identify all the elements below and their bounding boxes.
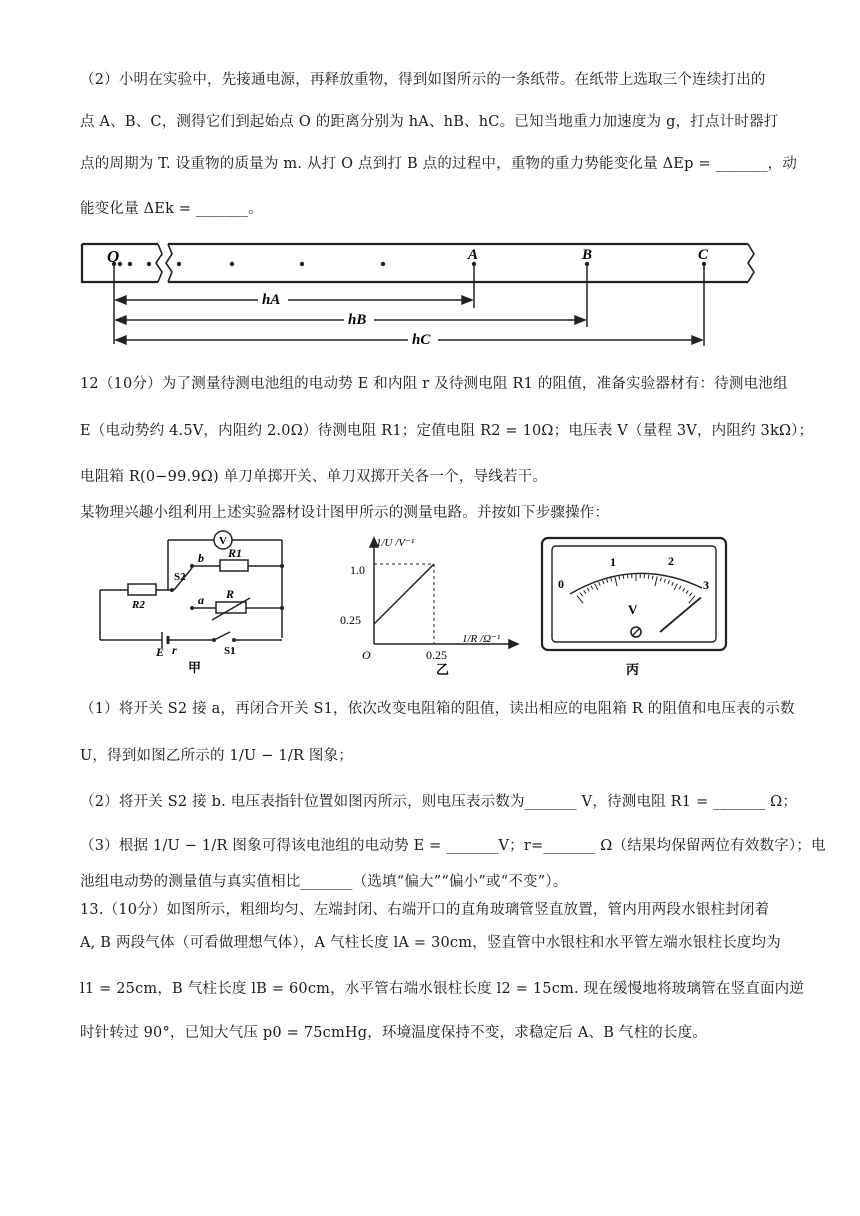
dial-unit: V [628,602,638,617]
tape-label-o: O [107,247,120,266]
dial-scale-1: 1 [610,555,616,569]
q12-line1: 12（10分）为了测量待测电池组的电动势 E 和内阻 r 及待测电阻 R1 的阻值，准备实验器材有：待测电池组 [80,376,788,392]
graph-ytick: 1.0 [350,563,365,577]
dial-scale-3: 3 [703,578,709,592]
dim-label-hb: hB [348,312,367,328]
tape-label-a: A [468,247,479,263]
q13-line4: 时针转过 90°，已知大气压 p0 = 75cmHg，环境温度保持不变，求稳定后 A、B 气柱的长度。 [80,1025,708,1041]
dim-label-ha: hA [262,292,281,308]
q12-step1-line2: U，得到如图乙所示的 1/U − 1/R 图象； [80,748,353,764]
caption-bing: 丙 [626,662,640,677]
graph-ytick: 0.25 [340,613,361,627]
tape-label-b: B [582,247,593,263]
q11-part2-line2: 点 A、B、C，测得它们到起始点 O 的距离分别为 hA、hB、hC。已知当地重力加速度为 g，打点计时器打 [80,114,779,130]
q13-line1: 13.（10分）如图所示，粗细均匀、左端封闭、右端开口的直角玻璃管竖直放置，管内用两段水银柱封闭着 [80,902,770,918]
r2-label: R2 [132,599,145,611]
q12-step3-line1: （3）根据 1/U − 1/R 图象可得该电池组的电动势 E = _______V；r=_______ Ω（结果均保留两位有效数字）；电 [80,838,826,854]
circuit-diagram-jia [92,528,302,676]
q11-part2-line4: 能变化量 ΔEk = _______。 [80,201,263,217]
dial-tick [648,575,649,579]
q12-step1-line1: （1）将开关 S2 接 a，再闭合开关 S1，依次改变电阻箱的阻值，读出相应的电阻箱 R 的阻值和电压表的示数 [80,701,795,717]
q12-line4: 某物理兴趣小组利用上述实验器材设计图甲所示的测量电路。并按如下步骤操作： [80,505,610,521]
q11-part2-line1: （2）小明在实验中，先接通电源，再释放重物，得到如图所示的一条纸带。在纸带上选取三个连续打出的 [80,72,766,88]
graph-ylabel: 1/U /V⁻¹ [376,537,415,549]
q13-line3: l1 = 25cm，B 气柱长度 lB = 60cm，水平管右端水银柱长度 l2 = 15cm. 现在缓慢地将玻璃管在竖直面内逆 [80,981,805,997]
graph-yi [330,530,540,676]
r1-label: R1 [228,546,243,560]
graph-line [374,564,434,624]
internal-r-label: r [172,643,177,657]
caption-yi: 乙 [436,662,450,676]
caption-jia: 甲 [188,660,202,675]
q11-part2-line3: 点的周期为 T. 设重物的质量为 m. 从打 O 点到打 B 点的过程中，重物的重力势能变化量 ΔEp = _______，动 [80,156,798,172]
switch-a-label: a [198,593,204,607]
q13-line2: A, B 两段气体（可看做理想气体），A 气柱长度 lA = 30cm，竖直管中水银柱和水平管左端水银柱长度均为 [80,935,781,951]
graph-xtick: 0.25 [426,648,447,662]
s2-label: S2 [174,571,186,583]
dial-scale-2: 2 [668,554,674,568]
switch-b-label: b [198,551,204,565]
tape-label-c: C [698,247,709,263]
paper-tape-figure [80,232,760,352]
q12-step3-line2: 池组电动势的测量值与真实值相比_______（选填“偏大”“偏小”或“不变”）。 [80,874,568,890]
dial-tick [623,575,624,579]
graph-xlabel: 1/R /Ω⁻¹ [462,633,501,645]
voltmeter-dial-bing [540,536,730,680]
dim-label-hc: hC [412,332,431,348]
graph-origin: O [362,648,371,662]
s1-label: S1 [224,645,236,657]
emf-label: E [156,645,165,659]
dial-scale-0: 0 [558,577,564,591]
q12-line3: 电阻箱 R(0−99.9Ω) 单刀单掷开关、单刀双掷开关各一个，导线若干。 [80,469,548,485]
q12-step2: （2）将开关 S2 接 b. 电压表指针位置如图丙所示，则电压表示数为_______ V，待测电阻 R1 = _______ Ω； [80,794,798,810]
resistance-box-label: R [226,587,235,601]
voltmeter-label: V [219,535,227,547]
q12-line2: E（电动势约 4.5V，内阻约 2.0Ω）待测电阻 R1；定值电阻 R2 = 10Ω；电压表 V（量程 3V，内阻约 3kΩ）； [80,423,814,439]
